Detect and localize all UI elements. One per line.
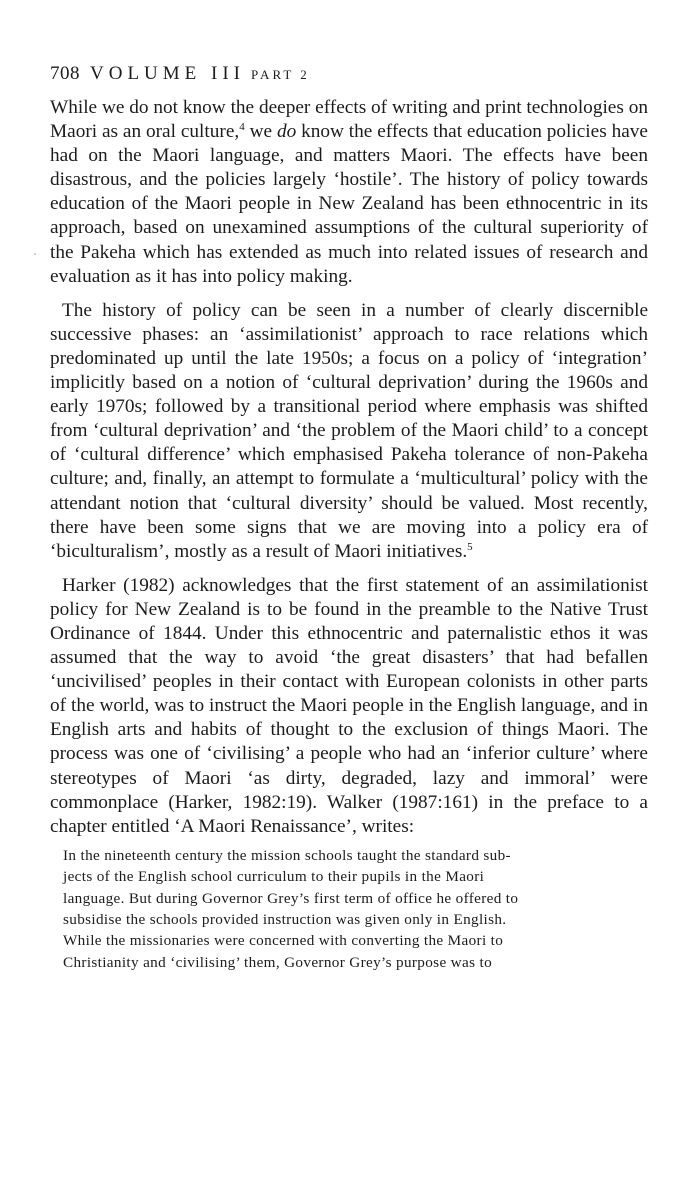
paragraph-3 bbox=[50, 574, 648, 839]
quote-line: jects of the English school curriculum to their pupils in the Maori bbox=[63, 868, 485, 886]
paragraph-1-rest: know the effects that education policies have had on the Maori language, and matters Maori. The effects have been disastrous, and the policies largely ‘hostile’. The history of policy towards education of the Maori people in New Zealand has been ethnocentric in its approach, based on unexamined assumptions of the cultural superiority of the Pakeha which has extended as much into related issues of research and evaluation as it has into policy making. bbox=[50, 121, 648, 287]
paragraph-1-mid: we bbox=[244, 121, 277, 143]
quote-line: In the nineteenth century the mission schools taught the standard sub- bbox=[63, 846, 511, 864]
volume-label: VOLUME III bbox=[90, 63, 246, 84]
book-page bbox=[50, 62, 648, 973]
footnote-ref-5: 5 bbox=[467, 540, 473, 553]
paragraph-3-text: Harker (1982) acknowledges that the first statement of an assimilationist policy for New Zealand is to be found in the preamble to the Native Trust Ordinance of 1844. Under this ethnocentric and paternalistic ethos it was assumed that the way to avoid ‘the great disasters’ that had befallen ‘uncivilised’ peoples in their contact with European colonists in other parts of the world, was to instruct the Maori people in the English language, and in English arts and habits of thought to the exclusion of things Maori. The process was one of ‘civilising’ a people who had an ‘inferior culture’ where stereotypes of Maori ‘as dirty, degraded, lazy and immoral’ were commonplace (Harker, 1982:19). Walker (1987:161) in the preface to a chapter entitled ‘A Maori Renaissance’, writes: bbox=[50, 574, 648, 837]
margin-mark bbox=[34, 253, 36, 255]
emphasis-do: do bbox=[276, 121, 297, 143]
running-header bbox=[50, 62, 648, 86]
quote-line: Christianity and ‘civilising’ them, Governor Grey’s purpose was to bbox=[63, 953, 493, 971]
paragraph-1-lead: While we do not know the deeper effects of writing and print technologies on Maori as an oral culture, bbox=[50, 97, 648, 143]
paragraph-2-text: The history of policy can be seen in a number of clearly discernible successive phases: an ‘assimilationist’ approach to race relations which predominated up until the late 1950s; a focus on a policy of ‘integration’ implicitly based on a notion of ‘cultural deprivation’ during the 1960s and early 1970s; followed by a transitional period where emphasis was shifted from ‘cultural deprivation’ and ‘the problem of the Maori child’ to a concept of ‘cultural difference’ which emphasised Pakeha tolerance of non-Pakeha culture; and, finally, an attempt to formulate a ‘multicultural’ policy with the attendant notion that ‘cultural diversity’ should be valued. Most recently, there have been some signs that we are moving into a policy era of ‘biculturalism’, mostly as a result of Maori initiatives. bbox=[50, 299, 648, 562]
part-label: PART 2 bbox=[251, 67, 310, 82]
footnote-ref-4: 4 bbox=[239, 121, 245, 134]
page-number: 708 bbox=[50, 63, 80, 84]
quote-line: language. But during Governor Grey’s first term of office he offered to bbox=[63, 889, 519, 907]
paragraph-1 bbox=[50, 96, 648, 289]
quote-line: subsidise the schools provided instruction was given only in English. bbox=[63, 911, 507, 929]
body-text bbox=[50, 96, 648, 973]
paragraph-2 bbox=[50, 299, 648, 564]
block-quote bbox=[63, 845, 644, 973]
quote-line: While the missionaries were concerned with converting the Maori to bbox=[63, 932, 504, 950]
